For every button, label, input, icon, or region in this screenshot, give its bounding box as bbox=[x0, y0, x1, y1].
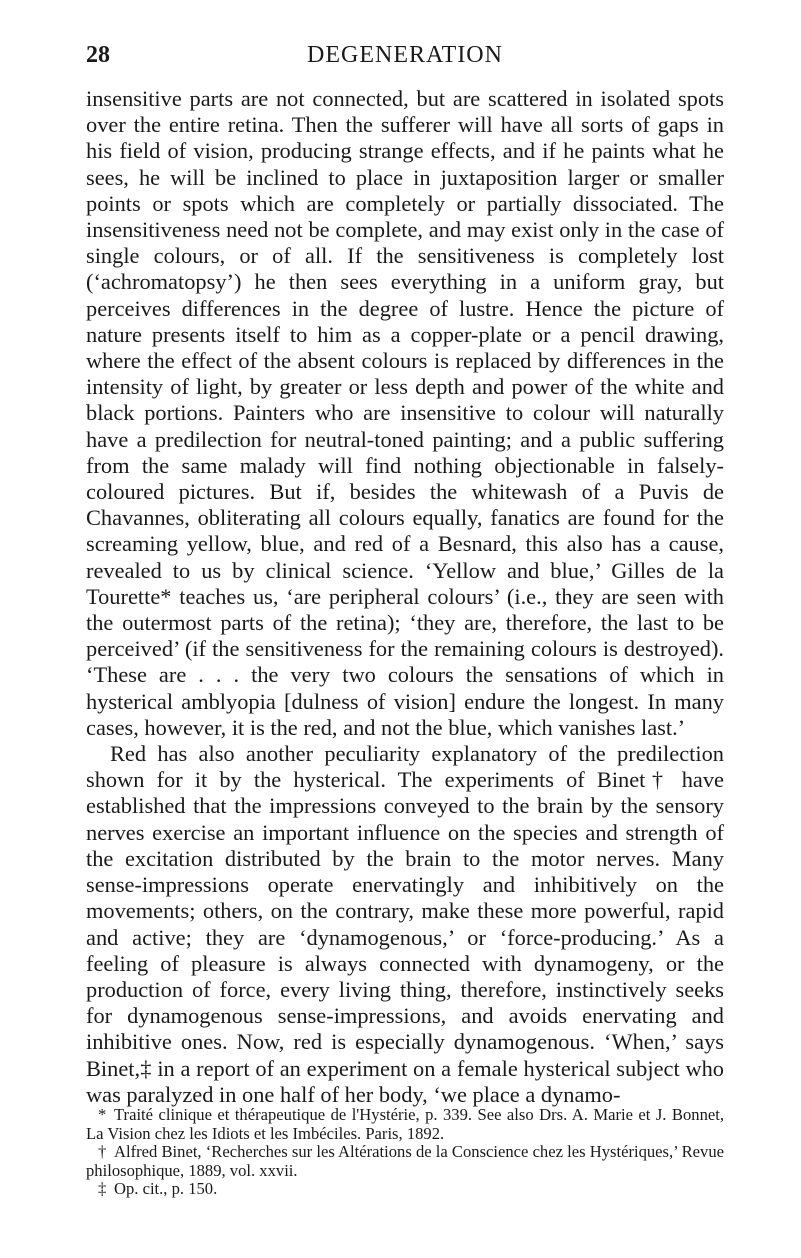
footnote-mark: ‡ bbox=[98, 1179, 107, 1199]
footnote bbox=[86, 1106, 724, 1143]
footnote-mark: † bbox=[98, 1142, 107, 1162]
footnote bbox=[86, 1143, 724, 1180]
footnote-mark: * bbox=[98, 1105, 107, 1124]
footnote bbox=[86, 1180, 724, 1199]
footnotes bbox=[86, 1106, 724, 1199]
body-text bbox=[86, 86, 724, 1108]
page-header bbox=[86, 42, 724, 78]
running-title: DEGENERATION bbox=[307, 42, 503, 68]
footnote-text: Alfred Binet, ‘Recherches sur les Altérations de la Conscience chez les Hystériques,’ Revue philosophique, 1889, vol. xxvii. bbox=[86, 1142, 724, 1180]
footnote-text: Traité clinique et thérapeutique de l'Hystérie, p. 339. See also Drs. A. Marie et J. Bonnet, La Vision chez les Idiots et les Imbéciles. Paris, 1892. bbox=[86, 1105, 724, 1143]
page-number: 28 bbox=[86, 42, 110, 68]
paragraph: Red has also another peculiarity explanatory of the predilection shown for it by the hysterical. The experiments of Binet† have established that the impressions conveyed to the brain by the sensory nerves exercise an important influence on the species and strength of the excitation distributed by the brain to the motor nerves. Many sense-impressions operate enervatingly and inhibitively on the movements; others, on the contrary, make these more powerful, rapid and active; they are ‘dynamogenous,’ or ‘force-producing.’ As a feeling of pleasure is always connected with dynamogeny, or the production of force, every living thing, therefore, instinctively seeks for dynamogenous sense-impressions, and avoids enervating and inhibitive ones. Now, red is especially dynamogenous. ‘When,’ says Binet,‡ in a report of an experiment on a female hysterical subject who was paralyzed in one half of her body, ‘we place a dynamo- bbox=[86, 741, 724, 1107]
footnote-text: Op. cit., p. 150. bbox=[114, 1179, 218, 1199]
paragraph: insensitive parts are not connected, but are scattered in isolated spots over the entire retina. Then the sufferer will have all sorts of gaps in his field of vision, producing strange effects, and if he paints what he sees, he will be inclined to place in juxtaposition larger or smaller points or spots which are completely or partially dissociated. The insensitiveness need not be complete, and may exist only in the case of single colours, or of all. If the sensitiveness is completely lost (‘achromatopsy’) he then sees everything in a uniform gray, but perceives differences in the degree of lustre. Hence the picture of nature presents itself to him as a copper-plate or a pencil drawing, where the effect of the absent colours is replaced by differences in the intensity of light, by greater or less depth and power of the white and black portions. Painters who are insensitive to colour will naturally have a predilection for neutral-toned painting; and a public suffering from the same malady will find nothing objectionable in falsely-coloured pictures. But if, besides the whitewash of a Puvis de Chavannes, obliterating all colours equally, fanatics are found for the screaming yellow, blue, and red of a Besnard, this also has a cause, revealed to us by clinical science. ‘Yellow and blue,’ Gilles de la Tourette* teaches us, ‘are peripheral colours’ (i.e., they are seen with the outermost parts of the retina); ‘they are, therefore, the last to be perceived’ (if the sensitiveness for the remaining colours is destroyed). ‘These are . . . the very two colours the sensations of which in hysterical amblyopia [dulness of vision] endure the longest. In many cases, however, it is the red, and not the blue, which vanishes last.’ bbox=[86, 86, 724, 740]
